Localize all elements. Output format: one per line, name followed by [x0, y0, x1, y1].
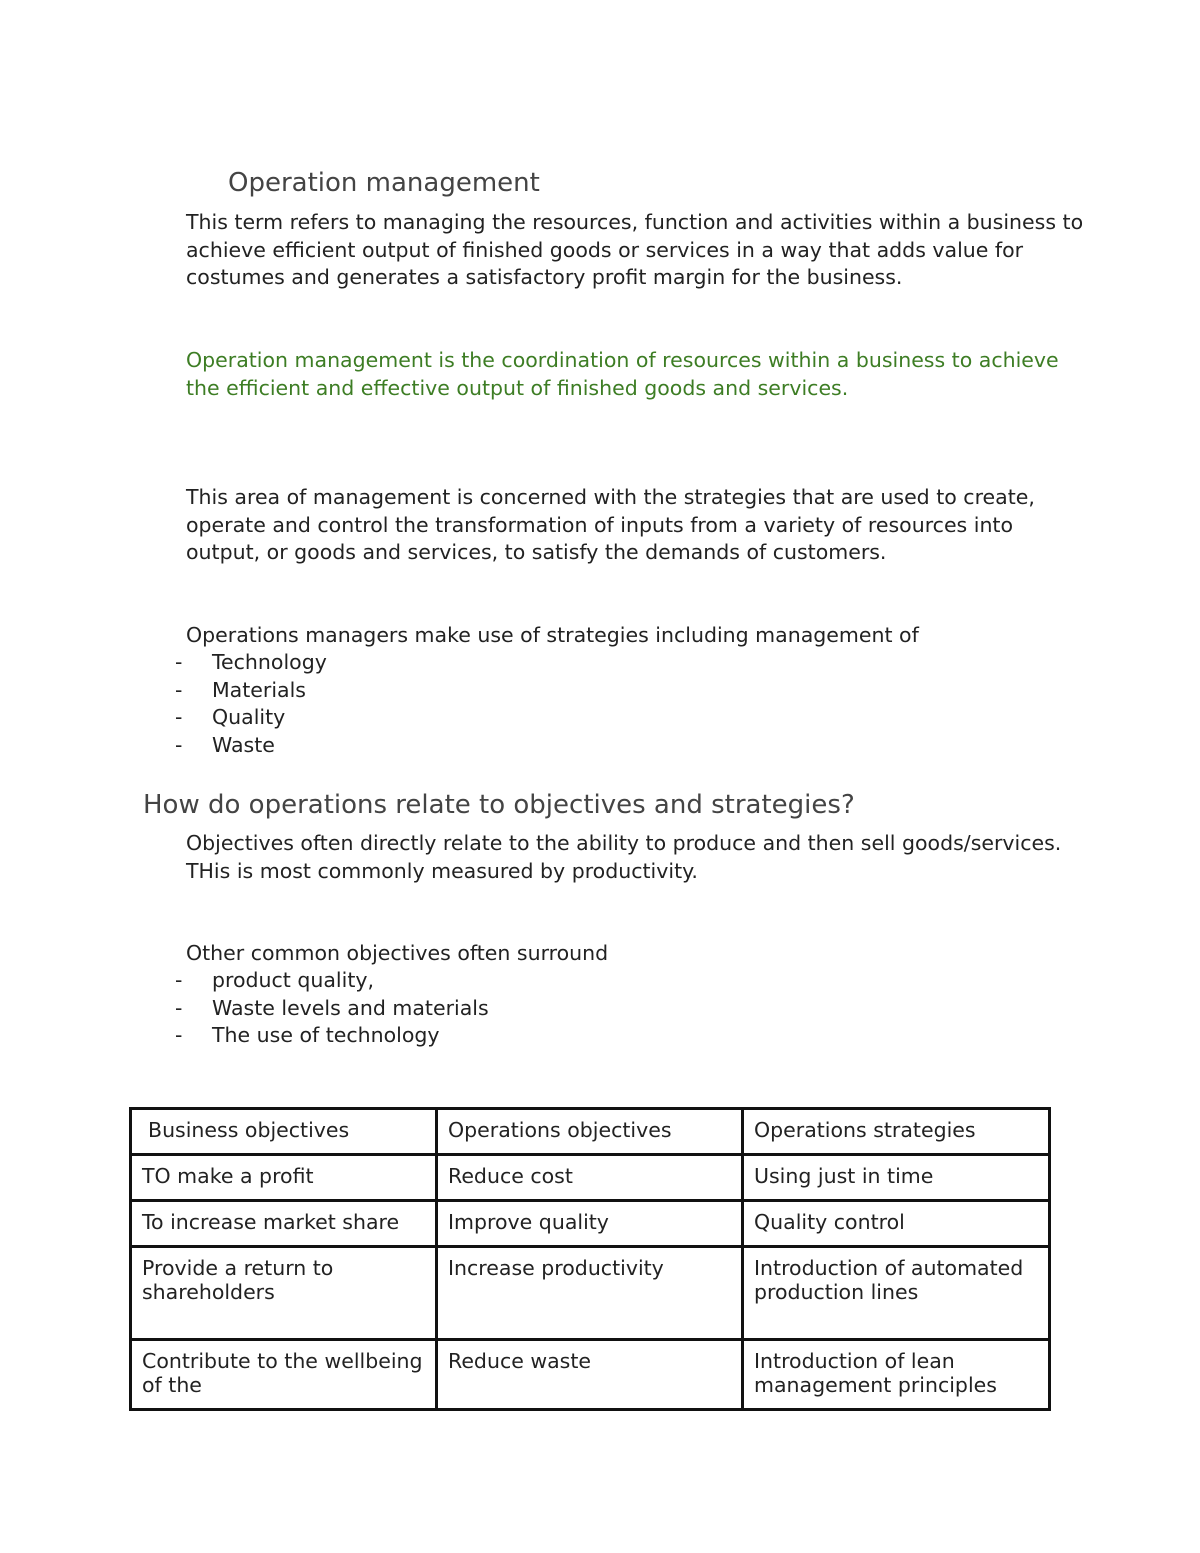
table-cell: To increase market share [131, 1201, 437, 1247]
objectives-table [129, 1107, 1051, 1411]
list-dash: - [175, 968, 183, 992]
table-cell: Using just in time [743, 1155, 1050, 1201]
strategies-intro: Operations managers make use of strategies including management of [186, 623, 919, 647]
page-title: Operation management [228, 168, 540, 198]
table-header-cell: Operations objectives [437, 1109, 743, 1155]
table-row [131, 1155, 1050, 1201]
table-row [131, 1201, 1050, 1247]
table-cell: Improve quality [437, 1201, 743, 1247]
list-item [175, 732, 327, 760]
list-item [175, 967, 489, 995]
other-objectives-list [175, 967, 489, 1050]
table-cell: Reduce waste [437, 1340, 743, 1410]
list-dash: - [175, 705, 183, 729]
list-item [175, 1022, 489, 1050]
table-cell: Introduction of automated production lines [743, 1247, 1050, 1340]
list-item [175, 995, 489, 1023]
list-dash: - [175, 1023, 183, 1047]
table-cell: Increase productivity [437, 1247, 743, 1340]
table-header-row [131, 1109, 1050, 1155]
strategies-list [175, 649, 327, 759]
list-item [175, 649, 327, 677]
list-item-text: product quality, [212, 968, 375, 992]
intro-paragraph: This term refers to managing the resources, function and activities within a business to achieve efficient output of finished goods or services in a way that adds value for costumes and generates a satisfactory profit margin for the business. [186, 210, 1084, 290]
table-cell: Introduction of lean management principles [743, 1340, 1050, 1410]
list-item-text: Waste levels and materials [212, 995, 489, 1020]
definition-paragraph: Operation management is the coordination of resources within a business to achieve the efficient and effective output of finished goods and services. [186, 348, 1059, 400]
objectives-paragraph: Objectives often directly relate to the ability to produce and then sell goods/services. THis is most commonly measured by productivity. [186, 831, 1062, 883]
table-header-cell: Operations strategies [743, 1109, 1050, 1155]
area-paragraph: This area of management is concerned with the strategies that are used to create, operate and control the transformation of inputs from a variety of resources into output, or goods and services, to satisfy the demands of customers. [186, 485, 1035, 565]
table-row [131, 1340, 1050, 1410]
list-item-text: Quality [212, 705, 286, 729]
table-cell: Contribute to the wellbeing of the [131, 1340, 437, 1410]
table-cell: TO make a profit [131, 1155, 437, 1201]
list-item [175, 704, 327, 732]
list-dash: - [175, 677, 183, 702]
list-dash: - [175, 732, 183, 757]
list-item-text: Technology [212, 650, 327, 674]
table-cell: Quality control [743, 1201, 1050, 1247]
table-row [131, 1247, 1050, 1340]
list-item [175, 677, 327, 705]
list-item-text: Waste [212, 732, 275, 757]
other-objectives-intro: Other common objectives often surround [186, 941, 609, 965]
table-cell: Provide a return to shareholders [131, 1247, 437, 1340]
table-cell: Reduce cost [437, 1155, 743, 1201]
section-heading: How do operations relate to objectives and strategies? [143, 790, 855, 820]
list-dash: - [175, 650, 183, 674]
list-item-text: Materials [212, 677, 306, 702]
table-header-cell: Business objectives [131, 1109, 437, 1155]
list-item-text: The use of technology [212, 1023, 440, 1047]
list-dash: - [175, 995, 183, 1020]
